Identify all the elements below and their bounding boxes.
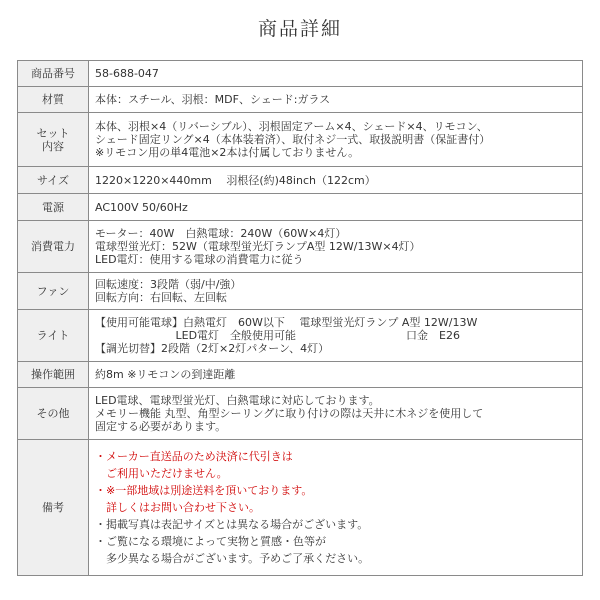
table-row: [18, 87, 583, 113]
page-title: 商品詳細: [257, 18, 342, 40]
value-line: シェード固定リング×4（本体装着済）、取付ネジ一式、取扱説明書（保証書付）: [95, 133, 491, 146]
row-value-product-number: [89, 61, 583, 87]
value-line: 約8m ※リモコンの到達距離: [95, 368, 236, 381]
table-row: [18, 221, 583, 273]
table-row: [18, 113, 583, 167]
row-label-fan: ファン: [18, 273, 89, 310]
row-value-size: [89, 167, 583, 194]
label-line: 内容: [42, 139, 64, 153]
table-row: [18, 273, 583, 310]
note-line: 多少異なる場合がございます。予めご了承ください。: [95, 552, 370, 565]
spec-table: [17, 60, 583, 576]
value-line: 回転速度：3段階（弱/中/強）: [95, 278, 242, 291]
table-row: [18, 440, 583, 576]
value-line: 1220×1220×440mm 羽根径(約)48inch（122cm）: [95, 173, 376, 187]
row-value-operating-range: [89, 362, 583, 388]
table-row: [18, 167, 583, 194]
note-line: 詳しくはお問い合わせ下さい。: [95, 501, 260, 514]
table-row: [18, 194, 583, 221]
row-value-power-source: [89, 194, 583, 221]
row-value-power-consumption: [89, 221, 583, 273]
row-label-notes: 備考: [18, 440, 89, 576]
row-value-fan: [89, 273, 583, 310]
row-label-product-number: 商品番号: [18, 61, 89, 87]
value-line: 【使用可能電球】白熱電灯 60W以下 電球型蛍光灯ランプ A型 12W/13W: [95, 316, 478, 329]
value-line: LED電灯：使用する電球の消費電力に従う: [95, 253, 304, 266]
row-label-power-consumption: 消費電力: [18, 221, 89, 273]
value-line: 【調光切替】2段階（2灯×2灯パターン、4灯）: [95, 342, 330, 355]
row-label-other: その他: [18, 388, 89, 440]
label-line: セット: [36, 126, 70, 140]
row-label-material: 材質: [18, 87, 89, 113]
row-label-size: サイズ: [18, 167, 89, 194]
value-line: 回転方向：右回転、左回転: [95, 291, 227, 304]
row-label-set-contents: [18, 113, 89, 167]
row-label-light: ライト: [18, 310, 89, 362]
value-line: 電球型蛍光灯：52W（電球型蛍光灯ランプA型 12W/13W×4灯）: [95, 240, 421, 253]
table-row: [18, 310, 583, 362]
value-line: メモリー機能 丸型、角型シーリングに取り付けの際は天井に木ネジを使用して: [95, 407, 484, 420]
row-label-operating-range: 操作範囲: [18, 362, 89, 388]
table-row: [18, 362, 583, 388]
table-row: [18, 61, 583, 87]
row-value-other: [89, 388, 583, 440]
value-line: モーター：40W 白熱電球：240W（60W×4灯）: [95, 227, 347, 240]
value-line: 58-688-047: [95, 67, 159, 80]
row-value-set-contents: [89, 113, 583, 167]
value-line: LED電球、電球型蛍光灯、白熱電球に対応しております。: [95, 394, 380, 407]
row-value-light: [89, 310, 583, 362]
note-line: ・※一部地域は別途送料を頂いております。: [95, 484, 313, 497]
note-line: ・掲載写真は表記サイズとは異なる場合がございます。: [95, 518, 369, 531]
row-value-material: [89, 87, 583, 113]
row-value-notes: [89, 440, 583, 576]
value-line: 固定する必要があります。: [95, 420, 227, 433]
note-line: ・メーカー直送品のため決済に代引きは: [95, 450, 293, 463]
table-row: [18, 388, 583, 440]
note-line: ・ご覧になる環境によって実物と質感・色等が: [95, 535, 326, 548]
value-line: ※リモコン用の単4電池×2本は付属しておりません。: [95, 146, 360, 159]
value-line: LED電灯 全般使用可能 口金 E26: [95, 329, 460, 342]
row-label-power-source: 電源: [18, 194, 89, 221]
note-line: ご利用いただけません。: [95, 467, 228, 480]
value-line: AC100V 50/60Hz: [95, 200, 188, 214]
value-line: 本体、羽根×4（リバーシブル）、羽根固定アーム×4、シェード×4、リモコン、: [95, 120, 488, 133]
value-line: 本体：スチール、羽根：MDF、シェード:ガラス: [95, 93, 331, 106]
